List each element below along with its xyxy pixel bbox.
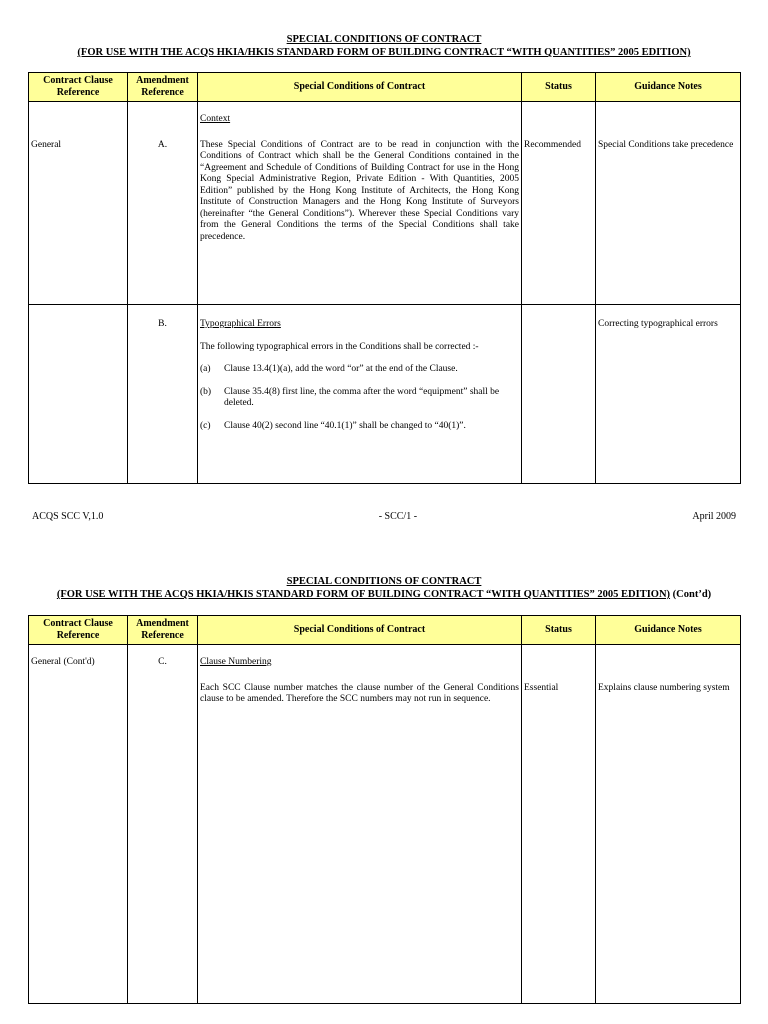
list-item-text: Clause 40(2) second line “40.1(1)” shall be changed to “40(1)”. (224, 420, 466, 431)
row-b-ref: B. (128, 305, 198, 484)
row-c-body: Each SCC Clause number matches the clause number of the General Conditions clause to be amended. Therefore the SCC numbers may not run in sequence. (200, 682, 519, 704)
footer-page-number: - SCC/1 - (378, 511, 418, 522)
row-a-guidance: Special Conditions take precedence (596, 102, 741, 305)
row-c-heading: Clause Numbering (200, 657, 272, 667)
page2-title-block (0, 575, 768, 601)
scc-table-page2 (28, 615, 741, 1004)
row-c-ref: C. (128, 645, 198, 1004)
list-item-number: (a) (200, 364, 211, 374)
page1-title: SPECIAL CONDITIONS OF CONTRACT (286, 34, 482, 45)
list-item-text: Clause 13.4(1)(a), add the word “or” at the end of the Clause. (224, 364, 458, 374)
list-item-number: (b) (200, 386, 212, 397)
row-b-intro: The following typographical errors in the Conditions shall be corrected :- (200, 341, 479, 352)
row-a-status: Recommended (522, 102, 596, 305)
row-a-body: These Special Conditions of Contract are to be read in conjunction with the Conditions of Contract which shall be the General Conditions contained in the “Agreement and Schedule of Conditions of Building Contract for use in the Hong Kong Special Administrative Region, Private Edition - With Quantities, 2005 Edition” published by the Hong Kong Institute of Architects, the Hong Kong Institute of Construction Managers and the Hong Kong Institute of Surveyors (hereinafter “the General Conditions”). Wherever these Special Conditions vary from the General Conditions the terms of the Special Conditions shall take precedence. (200, 139, 519, 242)
footer-version: ACQS SCC V,1.0 (32, 511, 104, 522)
header-scc: Special Conditions of Contract (198, 73, 522, 102)
header-guidance: Guidance Notes (596, 616, 741, 645)
page1-title-block (0, 33, 768, 59)
row-b-status (522, 305, 596, 484)
table-header-row (29, 73, 741, 102)
header-scc: Special Conditions of Contract (198, 616, 522, 645)
page-footer (32, 511, 736, 522)
row-b-guidance: Correcting typographical errors (596, 305, 741, 484)
row-b-heading: Typographical Errors (200, 319, 281, 329)
table-header-row (29, 616, 741, 645)
table-row-a (29, 102, 741, 305)
header-amend-ref: Amendment Reference (128, 73, 198, 102)
row-c-guidance: Explains clause numbering system (596, 645, 741, 1004)
page2-contd: (Cont’d) (670, 589, 712, 600)
row-c-clause: General (Cont'd) (29, 645, 128, 1004)
list-item (200, 387, 519, 410)
scc-table-page1 (28, 72, 741, 484)
page2-subtitle: (FOR USE WITH THE ACQS HKIA/HKIS STANDARD FORM OF BUILDING CONTRACT “WITH QUANTITIES” 2005 EDITION) (56, 589, 671, 600)
row-a-content (198, 102, 522, 305)
list-item (200, 364, 519, 376)
table-row-c (29, 645, 741, 1004)
row-c-status: Essential (522, 645, 596, 1004)
header-clause-ref: Contract Clause Reference (29, 616, 128, 645)
row-b-clause (29, 305, 128, 484)
page1-subtitle: (FOR USE WITH THE ACQS HKIA/HKIS STANDARD FORM OF BUILDING CONTRACT “WITH QUANTITIES” 2005 EDITION) (77, 47, 691, 58)
list-item (200, 421, 519, 433)
header-guidance: Guidance Notes (596, 73, 741, 102)
list-item-number: (c) (200, 420, 211, 431)
row-a-heading: Context (200, 114, 231, 124)
row-a-ref: A. (128, 102, 198, 305)
header-amend-ref: Amendment Reference (128, 616, 198, 645)
header-status: Status (522, 616, 596, 645)
row-a-clause: General (29, 102, 128, 305)
header-clause-ref: Contract Clause Reference (29, 73, 128, 102)
page2-title: SPECIAL CONDITIONS OF CONTRACT (286, 576, 482, 587)
row-c-content (198, 645, 522, 1004)
table-row-b (29, 305, 741, 484)
row-b-content (198, 305, 522, 484)
header-status: Status (522, 73, 596, 102)
list-item-text: Clause 35.4(8) first line, the comma after the word “equipment” shall be deleted. (224, 386, 500, 408)
footer-date: April 2009 (692, 511, 736, 522)
